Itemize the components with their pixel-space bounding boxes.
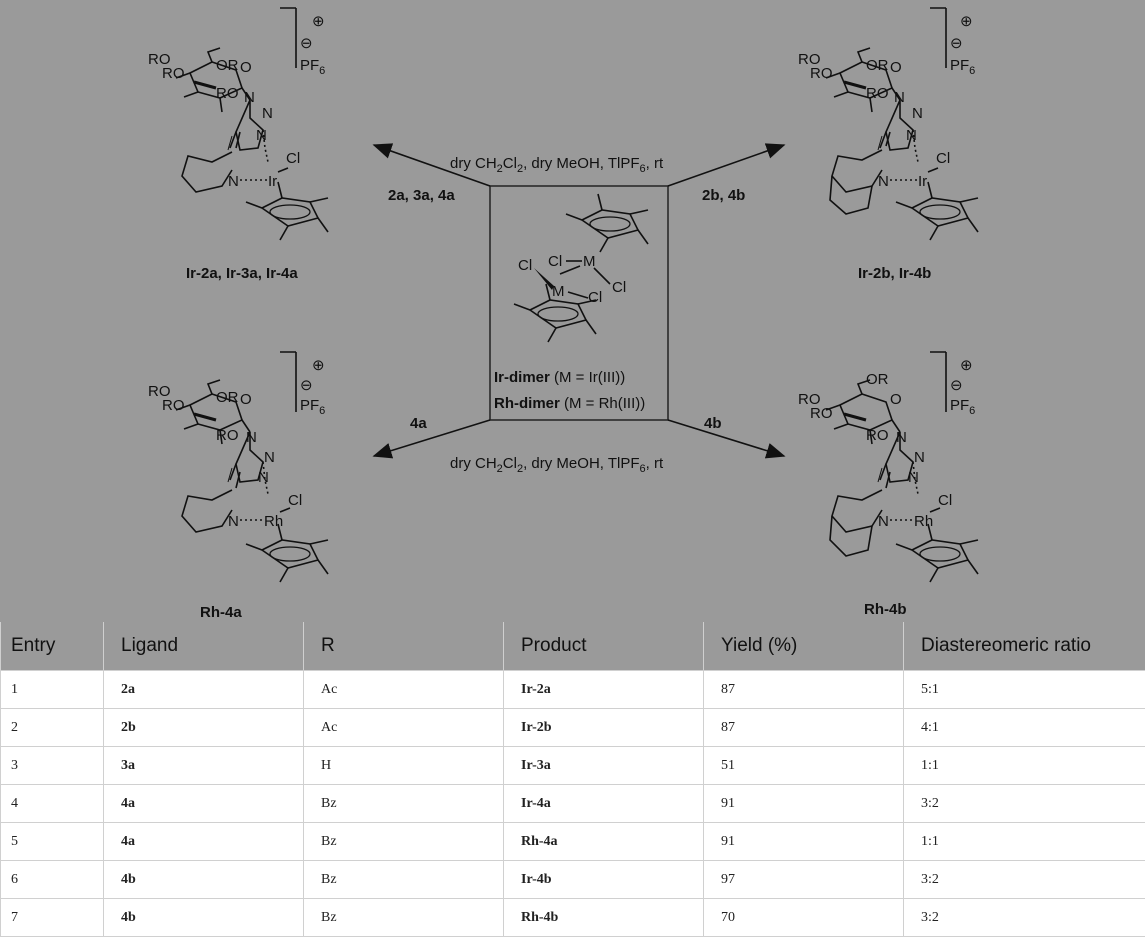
cell-dr: 3:2 — [904, 861, 1145, 899]
product-top-left-structure — [148, 8, 328, 240]
table-row — [1, 747, 1145, 785]
cell-ligand: 3a — [104, 747, 304, 785]
atom-label: N — [228, 173, 239, 190]
atom-label: Ir — [268, 173, 278, 190]
atom-label: RO — [866, 427, 889, 444]
cell-dr: 3:2 — [904, 899, 1145, 937]
counterion-label: $PF_6$ — [300, 397, 326, 417]
cell-r: H — [304, 747, 504, 785]
charge-minus: ⊖ — [950, 377, 963, 394]
atom-label: Cl — [588, 289, 603, 306]
cell-product: Ir-3a — [504, 747, 704, 785]
cell-r: Ac — [304, 671, 504, 709]
cell-ligand: 2b — [104, 709, 304, 747]
product-bottom-right-structure — [798, 352, 978, 582]
atom-label: N — [878, 173, 889, 190]
charge-minus: ⊖ — [300, 35, 313, 52]
charge-plus: ⊕ — [312, 13, 325, 30]
atom-label: N — [258, 469, 269, 486]
table-row — [1, 709, 1145, 747]
atom-label: Cl — [286, 150, 301, 167]
atom-label: N — [896, 429, 907, 446]
atom-label: RO — [866, 85, 889, 102]
atom-label: N — [244, 89, 255, 106]
cell-entry: 1 — [1, 671, 104, 709]
cell-ligand: 4b — [104, 861, 304, 899]
table-row — [1, 785, 1145, 823]
atom-label: O — [240, 59, 252, 76]
atom-label: N — [262, 105, 273, 122]
cell-yield: 70 — [704, 899, 904, 937]
product-label-bottom-right: Rh-4b — [864, 601, 907, 618]
column-header-r: R — [304, 622, 504, 671]
atom-label: N — [256, 127, 267, 144]
atom-label: N — [906, 127, 917, 144]
ligands-bottom-right: 4b — [704, 415, 722, 432]
dimer-label-ir: Ir-dimer (M = Ir(III)) — [494, 369, 626, 386]
cell-entry: 6 — [1, 861, 104, 899]
atom-label: N — [228, 513, 239, 530]
cell-r: Bz — [304, 823, 504, 861]
product-label-top-right: Ir-2b, Ir-4b — [858, 265, 932, 282]
cell-dr: 5:1 — [904, 671, 1145, 709]
table-row — [1, 671, 1145, 709]
counterion-label: $PF_6$ — [300, 57, 326, 77]
cell-yield: 87 — [704, 709, 904, 747]
atom-label: RO — [148, 51, 171, 68]
table-row — [1, 823, 1145, 861]
arrow-bottom-left — [374, 420, 490, 456]
dimer-label-rh: Rh-dimer (M = Rh(III)) — [494, 395, 646, 412]
cell-dr: 1:1 — [904, 747, 1145, 785]
column-header-yield: Yield (%) — [704, 622, 904, 671]
atom-label: N — [914, 449, 925, 466]
atom-label: M — [552, 283, 565, 300]
atom-label: RO — [216, 85, 239, 102]
atom-label: N — [246, 429, 257, 446]
cell-dr: 4:1 — [904, 709, 1145, 747]
cell-entry: 3 — [1, 747, 104, 785]
cell-yield: 97 — [704, 861, 904, 899]
cell-product: Ir-4b — [504, 861, 704, 899]
cell-product: Ir-4a — [504, 785, 704, 823]
atom-label: O — [240, 391, 252, 408]
atom-label: RO — [162, 397, 185, 414]
ligands-top-right: 2b, 4b — [702, 187, 746, 204]
counterion-label: $PF_6$ — [950, 57, 976, 77]
table-row — [1, 861, 1145, 899]
cell-ligand: 4a — [104, 785, 304, 823]
cell-entry: 2 — [1, 709, 104, 747]
cell-ligand: 2a — [104, 671, 304, 709]
cell-r: Bz — [304, 899, 504, 937]
atom-label: Cl — [936, 150, 951, 167]
results-table — [0, 622, 1145, 937]
cell-yield: 91 — [704, 785, 904, 823]
table-header-row — [1, 622, 1145, 671]
atom-label: RO — [798, 51, 821, 68]
column-header-product: Product — [504, 622, 704, 671]
cell-ligand: 4b — [104, 899, 304, 937]
cell-r: Bz — [304, 861, 504, 899]
atom-label: RO — [810, 405, 833, 422]
atom-label: N — [908, 469, 919, 486]
cell-entry: 4 — [1, 785, 104, 823]
cell-product: Rh-4b — [504, 899, 704, 937]
arrow-top-right — [668, 145, 784, 186]
reagents-bottom: dry $CH_2Cl_2$, dry MeOH, TlPF$_6$, rt — [450, 455, 664, 475]
cell-product: Rh-4a — [504, 823, 704, 861]
product-label-bottom-left: Rh-4a — [200, 604, 242, 621]
column-header-entry: Entry — [1, 622, 104, 671]
atom-label: OR — [866, 371, 889, 388]
cell-product: Ir-2b — [504, 709, 704, 747]
cell-yield: 91 — [704, 823, 904, 861]
charge-minus: ⊖ — [300, 377, 313, 394]
atom-label: N — [894, 89, 905, 106]
atom-label: Cl — [938, 492, 953, 509]
charge-minus: ⊖ — [950, 35, 963, 52]
atom-label: N — [878, 513, 889, 530]
atom-label: Cl — [548, 253, 563, 270]
atom-label: M — [583, 253, 596, 270]
atom-label: N — [264, 449, 275, 466]
cell-ligand: 4a — [104, 823, 304, 861]
counterion-label: $PF_6$ — [950, 397, 976, 417]
atom-label: RO — [148, 383, 171, 400]
ligands-bottom-left: 4a — [410, 415, 427, 432]
product-bottom-left-structure — [148, 352, 328, 582]
product-top-right-structure — [798, 8, 978, 240]
cell-yield: 51 — [704, 747, 904, 785]
atom-label: Cl — [612, 279, 627, 296]
product-label-top-left: Ir-2a, Ir-3a, Ir-4a — [186, 265, 298, 282]
atom-label: O — [890, 391, 902, 408]
cell-dr: 1:1 — [904, 823, 1145, 861]
arrow-bottom-right — [668, 420, 784, 456]
cell-yield: 87 — [704, 671, 904, 709]
atom-label: Rh — [914, 513, 934, 530]
atom-label: OR — [866, 57, 889, 74]
atom-label: RO — [798, 391, 821, 408]
atom-label: N — [912, 105, 923, 122]
charge-plus: ⊕ — [312, 357, 325, 374]
reagents-top: dry $CH_2Cl_2$, dry MeOH, TlPF$_6$, rt — [450, 155, 664, 175]
charge-plus: ⊕ — [960, 357, 973, 374]
atom-label: RO — [810, 65, 833, 82]
cell-r: Bz — [304, 785, 504, 823]
ligands-top-left: 2a, 3a, 4a — [388, 187, 455, 204]
atom-label: OR — [216, 389, 239, 406]
charge-plus: ⊕ — [960, 13, 973, 30]
column-header-ligand: Ligand — [104, 622, 304, 671]
column-header-dr: Diastereomeric ratio — [904, 622, 1145, 671]
atom-label: RO — [216, 427, 239, 444]
cell-r: Ac — [304, 709, 504, 747]
table-row — [1, 899, 1145, 937]
cell-product: Ir-2a — [504, 671, 704, 709]
atom-label: Rh — [264, 513, 284, 530]
cell-entry: 5 — [1, 823, 104, 861]
atom-label: RO — [162, 65, 185, 82]
atom-label: OR — [216, 57, 239, 74]
atom-label: O — [890, 59, 902, 76]
cell-dr: 3:2 — [904, 785, 1145, 823]
atom-label: Ir — [918, 173, 928, 190]
cell-entry: 7 — [1, 899, 104, 937]
atom-label: Cl — [288, 492, 303, 509]
dimer-structure — [514, 194, 648, 342]
atom-label: Cl — [518, 257, 533, 274]
